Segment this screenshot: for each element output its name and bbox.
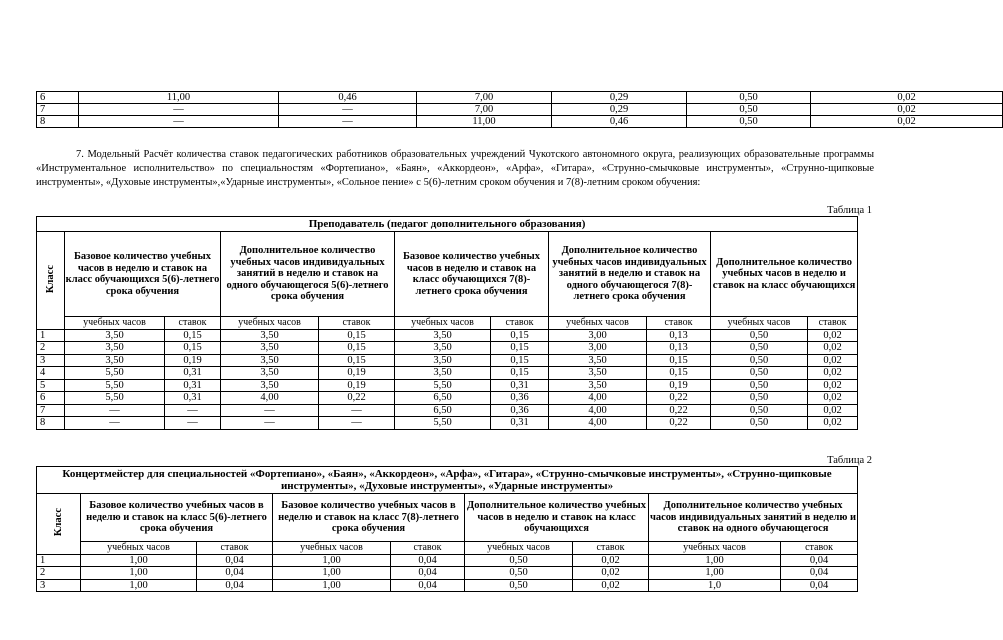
table1-cell: 3,50 <box>221 329 319 342</box>
table1-cell: — <box>221 417 319 430</box>
table1-row <box>37 354 858 367</box>
table1-cell: 6,50 <box>395 392 491 405</box>
top-table-cell: — <box>279 116 417 128</box>
table2-row <box>37 579 858 592</box>
table2-cell: 0,04 <box>197 579 273 592</box>
table1-cell: 3,50 <box>65 342 165 355</box>
table1-cell: 0,22 <box>647 417 711 430</box>
table2-body <box>37 554 858 592</box>
table1-cell: 0,19 <box>647 379 711 392</box>
table1-cell: 3,50 <box>221 367 319 380</box>
table2-cell: 0,04 <box>197 567 273 580</box>
table1-cell: 5,50 <box>65 392 165 405</box>
table1-cell: 0,15 <box>319 354 395 367</box>
table1-cell: 3,50 <box>65 329 165 342</box>
table1-cell: 5,50 <box>395 379 491 392</box>
table2-cell: 0,50 <box>465 579 573 592</box>
table1-cell: 0,22 <box>319 392 395 405</box>
table1-row <box>37 367 858 380</box>
table1-row <box>37 379 858 392</box>
table2-cell: 0,04 <box>391 567 465 580</box>
table1-cell: 0,19 <box>319 379 395 392</box>
table1-cell: — <box>319 417 395 430</box>
table1-sub-hours: учебных часов <box>549 317 647 330</box>
top-table-cell: 0,02 <box>811 104 1003 116</box>
table1-row <box>37 417 858 430</box>
top-table-row <box>37 116 1003 128</box>
table1-cell: 0,02 <box>808 342 858 355</box>
table2-sub-rate: ставок <box>391 542 465 555</box>
table2-title: Концертмейстер для специальностей «Фортепиано», «Баян», «Аккордеон», «Арфа», «Гитара», «Струнно-смычковые инструменты», «Струнно-щипковые инструменты», «Духовые инструменты», «Ударные инструменты» <box>37 467 858 494</box>
table1-cell: 3,50 <box>221 354 319 367</box>
table1-cell: 5,50 <box>65 367 165 380</box>
table2-sub-rate: ставок <box>573 542 649 555</box>
table2-group-3: Дополнительное количество учебных часов в неделю и ставок на класс обучающихся <box>465 494 649 542</box>
top-table-cell: 11,00 <box>79 92 279 104</box>
table1-cell: 0,15 <box>491 367 549 380</box>
table1-cell: 0,13 <box>647 329 711 342</box>
table2-class-header: Класс <box>37 494 81 555</box>
table1-cell: 5,50 <box>395 417 491 430</box>
table1-sub-rate: ставок <box>319 317 395 330</box>
table2-cell: 1,00 <box>273 567 391 580</box>
table1-group-3: Базовое количество учебных часов в неделю и ставок на класс обучающихся 7(8)-летнего срока обучения <box>395 232 549 317</box>
table2-group-2: Базовое количество учебных часов в неделю и ставок на класс 7(8)-летнего срока обучения <box>273 494 465 542</box>
table1-class-cell: 7 <box>37 404 65 417</box>
table1-cell: — <box>165 404 221 417</box>
table1-cell: 0,15 <box>647 354 711 367</box>
table2-caption: Таблица 2 <box>827 455 872 466</box>
table1-cell: 0,02 <box>808 379 858 392</box>
table1-group-5: Дополнительное количество учебных часов в неделю и ставок на класс обучающихся <box>711 232 858 317</box>
table1-sub-hours: учебных часов <box>65 317 165 330</box>
table1-group-4: Дополнительное количество учебных часов индивидуальных занятий в неделю и ставок на одного обучающегося 7(8)-летнего срока обучения <box>549 232 711 317</box>
table2-cell: 0,04 <box>781 567 858 580</box>
table1-cell: 0,02 <box>808 417 858 430</box>
table1-cell: 3,50 <box>395 367 491 380</box>
table1-cell: 0,36 <box>491 404 549 417</box>
table1-cell: 0,31 <box>491 417 549 430</box>
table1-cell: 0,22 <box>647 404 711 417</box>
table2-cell: 0,04 <box>781 579 858 592</box>
table1-cell: 3,00 <box>549 329 647 342</box>
table1-cell: 0,15 <box>165 342 221 355</box>
top-table-body <box>37 92 1003 128</box>
top-table-class-cell: 7 <box>37 104 79 116</box>
table2-cell: 1,00 <box>649 567 781 580</box>
table1-cell: 0,02 <box>808 392 858 405</box>
table1-sub-rate: ставок <box>491 317 549 330</box>
table1-cell: 0,02 <box>808 354 858 367</box>
table1-cell: 4,00 <box>549 417 647 430</box>
table1-cell: 3,50 <box>395 329 491 342</box>
table1-class-cell: 4 <box>37 367 65 380</box>
table1-cell: 3,50 <box>549 367 647 380</box>
table1-sub-hours: учебных часов <box>711 317 808 330</box>
table1-cell: 5,50 <box>65 379 165 392</box>
table2-cell: 1,00 <box>81 579 197 592</box>
table1-row <box>37 329 858 342</box>
table2-sub-hours: учебных часов <box>81 542 197 555</box>
table1-cell: 0,31 <box>165 379 221 392</box>
table1-sub-rate: ставок <box>165 317 221 330</box>
table2-cell: 0,02 <box>573 554 649 567</box>
top-table-cell: — <box>79 116 279 128</box>
table2-cell: 0,50 <box>465 567 573 580</box>
top-table <box>36 91 1003 128</box>
table1-cell: 0,02 <box>808 367 858 380</box>
table2-sub-rate: ставок <box>781 542 858 555</box>
table1-group-1: Базовое количество учебных часов в неделю и ставок на класс обучающихся 5(6)-летнего срока обучения <box>65 232 221 317</box>
table1-cell: 0,19 <box>165 354 221 367</box>
table1-cell: — <box>65 417 165 430</box>
table1-cell: 6,50 <box>395 404 491 417</box>
table1-class-cell: 3 <box>37 354 65 367</box>
table1-cell: 0,15 <box>319 342 395 355</box>
top-table-cell: 0,46 <box>552 116 687 128</box>
table2-class-cell: 1 <box>37 554 81 567</box>
table2-cell: 1,00 <box>81 554 197 567</box>
table2-cell: 0,04 <box>781 554 858 567</box>
table1-cell: — <box>319 404 395 417</box>
table1-class-header: Класс <box>37 232 65 330</box>
top-table-cell: 0,46 <box>279 92 417 104</box>
table2-row <box>37 567 858 580</box>
table2-cell: 1,00 <box>649 554 781 567</box>
table2-cell: 0,04 <box>391 554 465 567</box>
top-table-cell: 0,02 <box>811 116 1003 128</box>
table1-cell: — <box>65 404 165 417</box>
top-table-cell: 0,29 <box>552 104 687 116</box>
table2-sub-hours: учебных часов <box>465 542 573 555</box>
table1-cell: 3,50 <box>549 379 647 392</box>
table1-cell: 0,50 <box>711 342 808 355</box>
top-table-cell: 0,50 <box>687 92 811 104</box>
table1-cell: 0,50 <box>711 392 808 405</box>
table1-cell: 0,22 <box>647 392 711 405</box>
table1-class-cell: 1 <box>37 329 65 342</box>
table2-group-1: Базовое количество учебных часов в неделю и ставок на класс 5(6)-летнего срока обучения <box>81 494 273 542</box>
top-table-row <box>37 104 1003 116</box>
top-table-class-cell: 8 <box>37 116 79 128</box>
table1-cell: 3,50 <box>65 354 165 367</box>
table1-class-cell: 8 <box>37 417 65 430</box>
top-table-cell: 0,02 <box>811 92 1003 104</box>
table2-class-cell: 3 <box>37 579 81 592</box>
table1-sub-hours: учебных часов <box>221 317 319 330</box>
table2-cell: 0,02 <box>573 579 649 592</box>
table1-cell: 4,00 <box>549 392 647 405</box>
top-table-cell: 7,00 <box>417 92 552 104</box>
table1-cell: 0,15 <box>319 329 395 342</box>
table1-cell: 4,00 <box>549 404 647 417</box>
table2-sub-hours: учебных часов <box>273 542 391 555</box>
table1-cell: 3,50 <box>395 354 491 367</box>
table1 <box>36 216 858 430</box>
table1-class-cell: 5 <box>37 379 65 392</box>
table1-cell: 3,00 <box>549 342 647 355</box>
table2-group-4: Дополнительное количество учебных часов индивидуальных занятий в неделю и ставок на одного обучающегося <box>649 494 858 542</box>
table1-cell: 0,15 <box>491 354 549 367</box>
table1-cell: — <box>221 404 319 417</box>
top-table-cell: 0,29 <box>552 92 687 104</box>
top-table-cell: 0,50 <box>687 116 811 128</box>
table2-sub-rate: ставок <box>197 542 273 555</box>
table1-row <box>37 404 858 417</box>
table1-cell: 0,19 <box>319 367 395 380</box>
top-table-row <box>37 92 1003 104</box>
table1-cell: 3,50 <box>221 342 319 355</box>
table1-cell: 0,15 <box>491 329 549 342</box>
table1-sub-hours: учебных часов <box>395 317 491 330</box>
table2 <box>36 466 858 592</box>
table1-body <box>37 329 858 429</box>
table2-cell: 0,04 <box>197 554 273 567</box>
table1-cell: 3,50 <box>549 354 647 367</box>
table1-cell: 0,50 <box>711 417 808 430</box>
table1-cell: — <box>165 417 221 430</box>
table1-cell: 3,50 <box>395 342 491 355</box>
table1-cell: 0,31 <box>491 379 549 392</box>
table2-cell: 1,00 <box>273 579 391 592</box>
table1-cell: 3,50 <box>221 379 319 392</box>
table1-class-cell: 2 <box>37 342 65 355</box>
table1-cell: 0,13 <box>647 342 711 355</box>
table1-cell: 0,50 <box>711 354 808 367</box>
top-table-cell: 7,00 <box>417 104 552 116</box>
table1-cell: 0,15 <box>491 342 549 355</box>
table1-caption: Таблица 1 <box>827 205 872 216</box>
table1-cell: 0,31 <box>165 367 221 380</box>
table1-row <box>37 392 858 405</box>
table1-sub-rate: ставок <box>808 317 858 330</box>
table2-cell: 0,02 <box>573 567 649 580</box>
table1-row <box>37 342 858 355</box>
table1-cell: 0,31 <box>165 392 221 405</box>
table1-cell: 0,15 <box>647 367 711 380</box>
top-table-cell: 11,00 <box>417 116 552 128</box>
top-table-cell: — <box>79 104 279 116</box>
table1-cell: 0,02 <box>808 329 858 342</box>
top-table-cell: 0,50 <box>687 104 811 116</box>
table1-cell: 0,50 <box>711 379 808 392</box>
table1-class-cell: 6 <box>37 392 65 405</box>
table1-title: Преподаватель (педагог дополнительного образования) <box>37 217 858 232</box>
table1-cell: 0,15 <box>165 329 221 342</box>
table2-sub-hours: учебных часов <box>649 542 781 555</box>
top-table-cell: — <box>279 104 417 116</box>
table2-row <box>37 554 858 567</box>
table2-cell: 1,00 <box>81 567 197 580</box>
table2-cell: 0,50 <box>465 554 573 567</box>
table1-sub-rate: ставок <box>647 317 711 330</box>
table2-cell: 0,04 <box>391 579 465 592</box>
table1-group-2: Дополнительное количество учебных часов индивидуальных занятий в неделю и ставок на одного обучающегося 5(6)-летнего срока обучения <box>221 232 395 317</box>
table1-cell: 0,50 <box>711 329 808 342</box>
table2-class-cell: 2 <box>37 567 81 580</box>
table2-cell: 1,0 <box>649 579 781 592</box>
top-table-class-cell: 6 <box>37 92 79 104</box>
table2-cell: 1,00 <box>273 554 391 567</box>
table1-cell: 4,00 <box>221 392 319 405</box>
table1-cell: 0,02 <box>808 404 858 417</box>
table1-cell: 0,50 <box>711 404 808 417</box>
table1-cell: 0,50 <box>711 367 808 380</box>
table1-cell: 0,36 <box>491 392 549 405</box>
paragraph: 7. Модельный Расчёт количества ставок педагогических работников образовательных учреждений Чукотского автономного округа, реализующих образовательные программы «Инструментальное исполнительство» по специальностям «Фортепиано», «Баян», «Аккордеон», «Арфа», «Гитара», «Струнно-смычковые инструменты», «Струнно-щипковые инструменты», «Духовые инструменты»,«Ударные инструменты», «Сольное пение» с 5(6)-летним сроком обучения и 7(8)-летним сроком обучения: <box>36 149 874 188</box>
